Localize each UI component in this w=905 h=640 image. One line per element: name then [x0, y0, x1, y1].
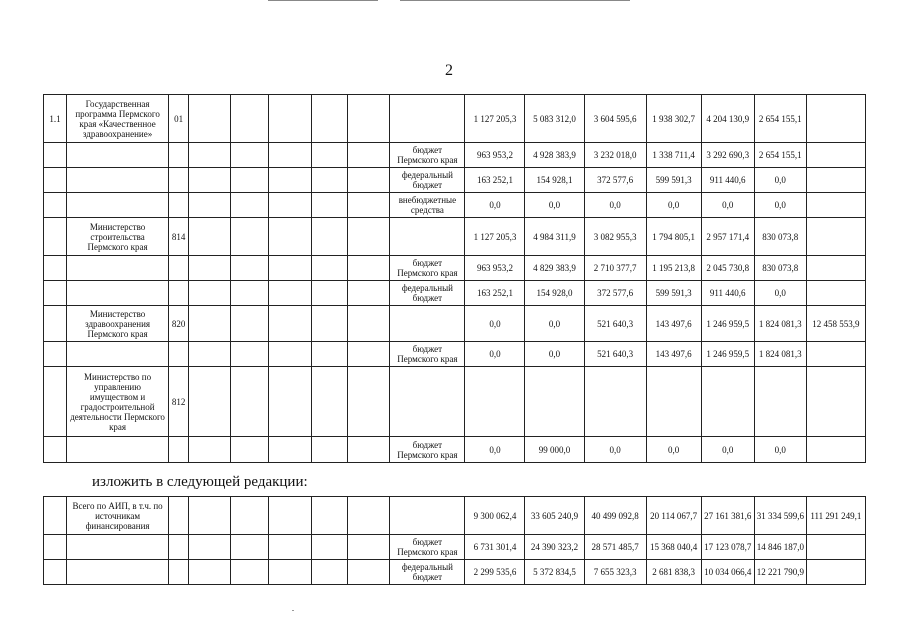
- amount-cell: 1 824 081,3: [754, 306, 806, 342]
- funding-source-cell: [390, 497, 465, 535]
- program-name-cell: [67, 281, 169, 306]
- amount-cell: 6 731 301,4: [465, 535, 525, 560]
- amount-cell: [806, 256, 865, 281]
- amount-cell: 2 681 838,3: [646, 560, 701, 585]
- amount-cell: [646, 367, 701, 437]
- row-number-cell: [44, 535, 67, 560]
- row-number-cell: [44, 193, 67, 218]
- blank-cell: [348, 168, 390, 193]
- funding-source-cell: бюджет Пермского края: [390, 535, 465, 560]
- blank-cell: [231, 95, 269, 143]
- amount-cell: [754, 367, 806, 437]
- row-number-cell: [44, 342, 67, 367]
- funding-source-cell: [390, 95, 465, 143]
- amount-cell: 163 252,1: [465, 168, 525, 193]
- blank-cell: [348, 256, 390, 281]
- blank-cell: [312, 168, 348, 193]
- table-row: [44, 218, 866, 256]
- amount-cell: 14 846 187,0: [754, 535, 806, 560]
- amount-cell: 372 577,6: [584, 168, 646, 193]
- row-number-cell: [44, 168, 67, 193]
- page-edge-line: [400, 0, 630, 1]
- table-row: [44, 306, 866, 342]
- amount-cell: 0,0: [465, 342, 525, 367]
- amount-cell: 12 221 790,9: [754, 560, 806, 585]
- funding-source-cell: федеральный бюджет: [390, 560, 465, 585]
- blank-cell: [189, 342, 231, 367]
- amount-cell: 143 497,6: [646, 342, 701, 367]
- blank-cell: [189, 193, 231, 218]
- funding-source-cell: [390, 306, 465, 342]
- row-number-cell: [44, 306, 67, 342]
- amount-cell: 0,0: [754, 437, 806, 463]
- blank-cell: [348, 367, 390, 437]
- blank-cell: [269, 95, 312, 143]
- amount-cell: 911 440,6: [701, 168, 754, 193]
- blank-cell: [269, 306, 312, 342]
- code-cell: [169, 342, 189, 367]
- amount-cell: 2 710 377,7: [584, 256, 646, 281]
- blank-cell: [189, 256, 231, 281]
- amount-cell: 31 334 599,6: [754, 497, 806, 535]
- table-row: [44, 256, 866, 281]
- blank-cell: [189, 437, 231, 463]
- amount-cell: 3 082 955,3: [584, 218, 646, 256]
- blank-cell: [269, 367, 312, 437]
- funding-source-cell: бюджет Пермского края: [390, 143, 465, 168]
- amount-cell: 1 195 213,8: [646, 256, 701, 281]
- amount-cell: 521 640,3: [584, 342, 646, 367]
- code-cell: [169, 168, 189, 193]
- amount-cell: 1 338 711,4: [646, 143, 701, 168]
- blank-cell: [231, 342, 269, 367]
- blank-cell: [189, 306, 231, 342]
- program-name-cell: [67, 560, 169, 585]
- program-name-cell: Министерство по управлению имуществом и градостроительной деятельности Пермского края: [67, 367, 169, 437]
- amount-cell: 963 953,2: [465, 143, 525, 168]
- blank-cell: [269, 168, 312, 193]
- code-cell: [169, 256, 189, 281]
- amount-cell: 2 957 171,4: [701, 218, 754, 256]
- amount-cell: 5 083 312,0: [525, 95, 584, 143]
- program-name-cell: [67, 168, 169, 193]
- budget-table-old: [43, 94, 866, 463]
- blank-cell: [312, 306, 348, 342]
- blank-cell: [312, 143, 348, 168]
- blank-cell: [189, 168, 231, 193]
- amount-cell: 0,0: [701, 193, 754, 218]
- row-number-cell: [44, 560, 67, 585]
- blank-cell: [348, 437, 390, 463]
- code-cell: [169, 497, 189, 535]
- blank-cell: [312, 218, 348, 256]
- amount-cell: 1 794 805,1: [646, 218, 701, 256]
- amount-cell: [465, 367, 525, 437]
- code-cell: [169, 281, 189, 306]
- blank-cell: [189, 218, 231, 256]
- amount-cell: 9 300 062,4: [465, 497, 525, 535]
- page-edge-line: [268, 0, 378, 1]
- section-heading: изложить в следующей редакции:: [92, 474, 308, 490]
- row-number-cell: [44, 281, 67, 306]
- amount-cell: 2 299 535,6: [465, 560, 525, 585]
- blank-cell: [231, 218, 269, 256]
- blank-cell: [269, 497, 312, 535]
- blank-cell: [231, 437, 269, 463]
- amount-cell: 24 390 323,2: [525, 535, 584, 560]
- amount-cell: 911 440,6: [701, 281, 754, 306]
- amount-cell: [806, 193, 865, 218]
- blank-cell: [312, 342, 348, 367]
- amount-cell: 0,0: [465, 193, 525, 218]
- amount-cell: 0,0: [525, 193, 584, 218]
- amount-cell: 5 372 834,5: [525, 560, 584, 585]
- row-number-cell: [44, 218, 67, 256]
- row-number-cell: 1.1: [44, 95, 67, 143]
- amount-cell: [806, 560, 865, 585]
- blank-cell: [348, 95, 390, 143]
- amount-cell: 1 127 205,3: [465, 95, 525, 143]
- amount-cell: 111 291 249,1: [806, 497, 865, 535]
- blank-cell: [269, 256, 312, 281]
- blank-cell: [312, 95, 348, 143]
- table-row: [44, 95, 866, 143]
- funding-source-cell: федеральный бюджет: [390, 281, 465, 306]
- code-cell: [169, 143, 189, 168]
- blank-cell: [189, 281, 231, 306]
- program-name-cell: Всего по АИП, в т.ч. по источникам финансирования: [67, 497, 169, 535]
- code-cell: [169, 535, 189, 560]
- funding-source-cell: бюджет Пермского края: [390, 342, 465, 367]
- amount-cell: 40 499 092,8: [584, 497, 646, 535]
- budget-table-new: [43, 496, 866, 585]
- code-cell: [169, 437, 189, 463]
- blank-cell: [189, 497, 231, 535]
- amount-cell: [806, 367, 865, 437]
- amount-cell: 10 034 066,4: [701, 560, 754, 585]
- blank-cell: [269, 193, 312, 218]
- amount-cell: 0,0: [465, 437, 525, 463]
- code-cell: [169, 193, 189, 218]
- code-cell: 820: [169, 306, 189, 342]
- amount-cell: 0,0: [754, 281, 806, 306]
- amount-cell: 0,0: [754, 193, 806, 218]
- amount-cell: [584, 367, 646, 437]
- amount-cell: 15 368 040,4: [646, 535, 701, 560]
- scan-speck: [292, 610, 294, 611]
- amount-cell: 154 928,0: [525, 281, 584, 306]
- amount-cell: 20 114 067,7: [646, 497, 701, 535]
- table-row: [44, 560, 866, 585]
- amount-cell: 0,0: [646, 437, 701, 463]
- program-name-cell: [67, 535, 169, 560]
- amount-cell: 1 246 959,5: [701, 306, 754, 342]
- amount-cell: 0,0: [525, 306, 584, 342]
- blank-cell: [231, 367, 269, 437]
- amount-cell: 0,0: [584, 437, 646, 463]
- blank-cell: [189, 535, 231, 560]
- amount-cell: 12 458 553,9: [806, 306, 865, 342]
- amount-cell: 0,0: [465, 306, 525, 342]
- blank-cell: [348, 560, 390, 585]
- amount-cell: 2 654 155,1: [754, 143, 806, 168]
- blank-cell: [269, 218, 312, 256]
- amount-cell: [806, 143, 865, 168]
- amount-cell: 4 204 130,9: [701, 95, 754, 143]
- program-name-cell: [67, 143, 169, 168]
- amount-cell: 0,0: [646, 193, 701, 218]
- blank-cell: [231, 535, 269, 560]
- amount-cell: 1 246 959,5: [701, 342, 754, 367]
- row-number-cell: [44, 437, 67, 463]
- amount-cell: 0,0: [701, 437, 754, 463]
- program-name-cell: Министерство здравоохранения Пермского края: [67, 306, 169, 342]
- program-name-cell: Министерство строительства Пермского края: [67, 218, 169, 256]
- amount-cell: 3 232 018,0: [584, 143, 646, 168]
- amount-cell: 3 292 690,3: [701, 143, 754, 168]
- code-cell: 01: [169, 95, 189, 143]
- amount-cell: 599 591,3: [646, 281, 701, 306]
- row-number-cell: [44, 497, 67, 535]
- amount-cell: 1 938 302,7: [646, 95, 701, 143]
- table-row: [44, 497, 866, 535]
- blank-cell: [189, 143, 231, 168]
- amount-cell: [525, 367, 584, 437]
- blank-cell: [269, 143, 312, 168]
- blank-cell: [231, 560, 269, 585]
- blank-cell: [269, 535, 312, 560]
- blank-cell: [269, 560, 312, 585]
- program-name-cell: Государственная программа Пермского края «Качественное здравоохранение»: [67, 95, 169, 143]
- amount-cell: 963 953,2: [465, 256, 525, 281]
- amount-cell: 27 161 381,6: [701, 497, 754, 535]
- amount-cell: 99 000,0: [525, 437, 584, 463]
- amount-cell: 28 571 485,7: [584, 535, 646, 560]
- amount-cell: [806, 218, 865, 256]
- amount-cell: 599 591,3: [646, 168, 701, 193]
- amount-cell: 1 824 081,3: [754, 342, 806, 367]
- blank-cell: [348, 143, 390, 168]
- funding-source-cell: бюджет Пермского края: [390, 256, 465, 281]
- amount-cell: 1 127 205,3: [465, 218, 525, 256]
- blank-cell: [312, 437, 348, 463]
- blank-cell: [231, 143, 269, 168]
- blank-cell: [348, 535, 390, 560]
- program-name-cell: [67, 256, 169, 281]
- amount-cell: 17 123 078,7: [701, 535, 754, 560]
- table-row: [44, 342, 866, 367]
- amount-cell: 2 654 155,1: [754, 95, 806, 143]
- amount-cell: [806, 535, 865, 560]
- row-number-cell: [44, 367, 67, 437]
- table-row: [44, 193, 866, 218]
- blank-cell: [312, 497, 348, 535]
- amount-cell: 4 984 311,9: [525, 218, 584, 256]
- code-cell: 812: [169, 367, 189, 437]
- blank-cell: [312, 193, 348, 218]
- blank-cell: [231, 256, 269, 281]
- table-row: [44, 168, 866, 193]
- blank-cell: [231, 281, 269, 306]
- blank-cell: [348, 306, 390, 342]
- amount-cell: 3 604 595,6: [584, 95, 646, 143]
- table-row: [44, 437, 866, 463]
- amount-cell: 163 252,1: [465, 281, 525, 306]
- amount-cell: 2 045 730,8: [701, 256, 754, 281]
- table-row: [44, 281, 866, 306]
- blank-cell: [312, 367, 348, 437]
- blank-cell: [312, 256, 348, 281]
- funding-source-cell: [390, 367, 465, 437]
- code-cell: 814: [169, 218, 189, 256]
- amount-cell: 154 928,1: [525, 168, 584, 193]
- blank-cell: [231, 193, 269, 218]
- amount-cell: 33 605 240,9: [525, 497, 584, 535]
- blank-cell: [348, 281, 390, 306]
- blank-cell: [231, 168, 269, 193]
- blank-cell: [189, 560, 231, 585]
- amount-cell: 372 577,6: [584, 281, 646, 306]
- amount-cell: [806, 281, 865, 306]
- row-number-cell: [44, 256, 67, 281]
- table-row: [44, 367, 866, 437]
- blank-cell: [269, 342, 312, 367]
- funding-source-cell: бюджет Пермского края: [390, 437, 465, 463]
- code-cell: [169, 560, 189, 585]
- blank-cell: [189, 95, 231, 143]
- amount-cell: [806, 342, 865, 367]
- funding-source-cell: федеральный бюджет: [390, 168, 465, 193]
- amount-cell: 521 640,3: [584, 306, 646, 342]
- blank-cell: [348, 342, 390, 367]
- amount-cell: 0,0: [525, 342, 584, 367]
- blank-cell: [348, 193, 390, 218]
- amount-cell: 7 655 323,3: [584, 560, 646, 585]
- amount-cell: [806, 168, 865, 193]
- blank-cell: [312, 560, 348, 585]
- amount-cell: [701, 367, 754, 437]
- table-row: [44, 143, 866, 168]
- amount-cell: 143 497,6: [646, 306, 701, 342]
- page-number: 2: [445, 62, 453, 79]
- amount-cell: 4 928 383,9: [525, 143, 584, 168]
- blank-cell: [189, 367, 231, 437]
- row-number-cell: [44, 143, 67, 168]
- program-name-cell: [67, 437, 169, 463]
- program-name-cell: [67, 342, 169, 367]
- funding-source-cell: [390, 218, 465, 256]
- amount-cell: [806, 95, 865, 143]
- blank-cell: [312, 281, 348, 306]
- table-row: [44, 535, 866, 560]
- amount-cell: 4 829 383,9: [525, 256, 584, 281]
- program-name-cell: [67, 193, 169, 218]
- funding-source-cell: внебюджетные средства: [390, 193, 465, 218]
- blank-cell: [231, 497, 269, 535]
- blank-cell: [269, 437, 312, 463]
- blank-cell: [312, 535, 348, 560]
- amount-cell: 0,0: [754, 168, 806, 193]
- amount-cell: 830 073,8: [754, 218, 806, 256]
- amount-cell: 830 073,8: [754, 256, 806, 281]
- blank-cell: [231, 306, 269, 342]
- amount-cell: [806, 437, 865, 463]
- amount-cell: 0,0: [584, 193, 646, 218]
- blank-cell: [269, 281, 312, 306]
- blank-cell: [348, 497, 390, 535]
- blank-cell: [348, 218, 390, 256]
